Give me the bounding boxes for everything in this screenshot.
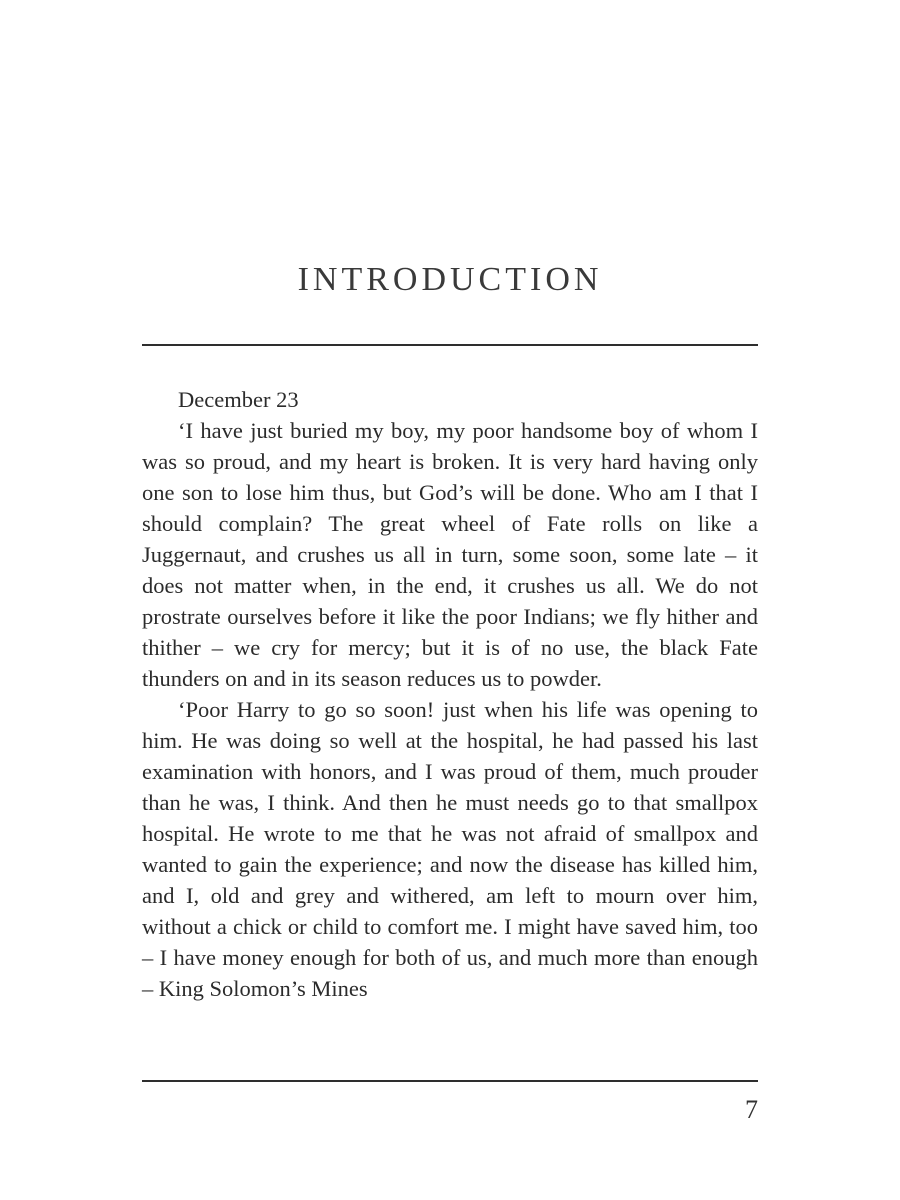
paragraph-2: ‘Poor Harry to go so soon! just when his life was opening to him. He was doing so well at the hospital, he had passed his last examination with honors, and I was proud of them, much prouder than he was, I think. And then he must needs go to that smallpox hospital. He wrote to me that he was not afraid of smallpox and wanted to gain the experience; and now the disease has killed him, and I, old and grey and withered, am left to mourn over him, without a chick or child to comfort me. I might have saved him, too – I have money enough for both of us, and much more than enough – King Solomon’s Mines	[142, 697, 758, 1001]
bottom-divider	[142, 1080, 758, 1082]
body-text	[142, 384, 758, 1004]
top-divider	[142, 344, 758, 346]
page-number: 7	[745, 1095, 758, 1124]
chapter-title: INTRODUCTION	[297, 261, 603, 298]
paragraph-1: ‘I have just buried my boy, my poor handsome boy of whom I was so proud, and my heart is broken. It is very hard having only one son to lose him thus, but God’s will be done. Who am I that I should complain? The great wheel of Fate rolls on like a Juggernaut, and crushes us all in turn, some soon, some late – it does not matter when, in the end, it crushes us all. We do not prostrate ourselves before it like the poor Indians; we fly hither and thither – we cry for mercy; but it is of no use, the black Fate thunders on and in its season reduces us to powder.	[142, 418, 758, 691]
date-line: December 23	[178, 387, 299, 412]
